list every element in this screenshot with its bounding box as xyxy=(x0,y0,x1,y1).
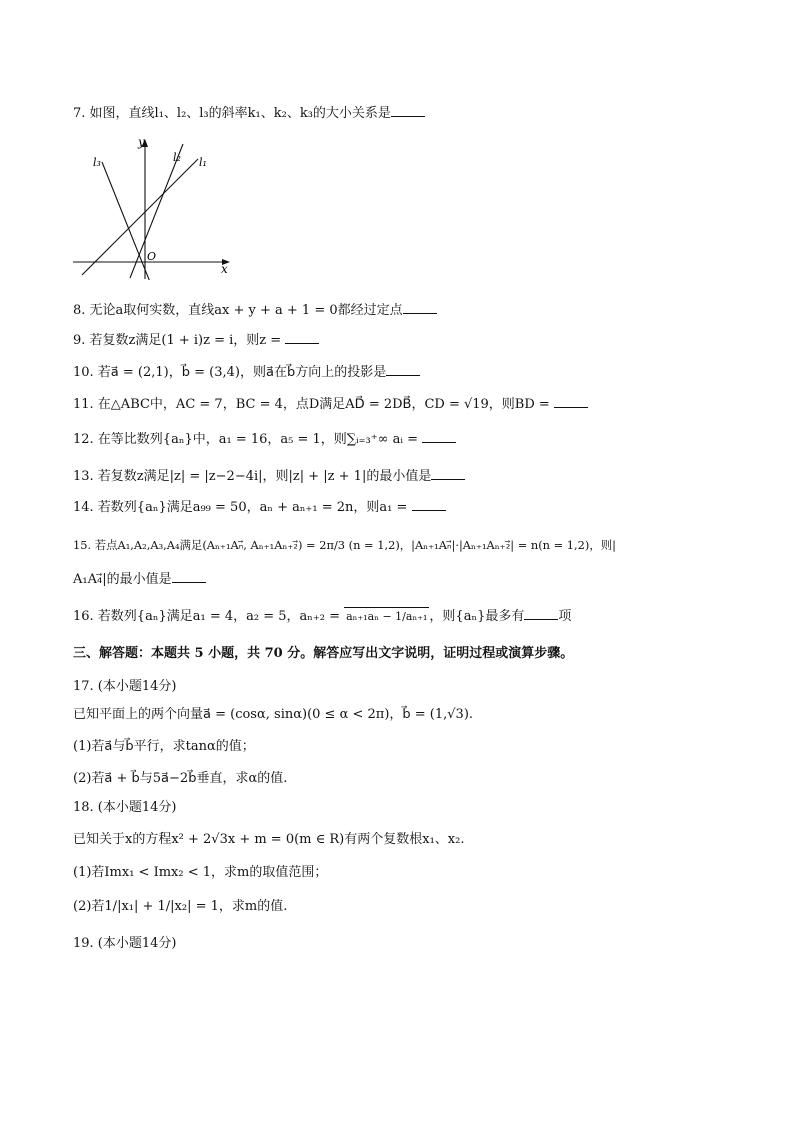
l1-label: l₁ xyxy=(199,156,207,169)
answer-blank xyxy=(403,301,437,314)
l3-label: l₃ xyxy=(93,156,101,169)
question-11: 11. 在△ABC中，AC = 7，BC = 4，点D满足AD⃗ = 2DB⃗，CD = √19，则BD = xyxy=(73,395,588,414)
lines-figure xyxy=(70,132,240,280)
question-10: 10. 若a⃗ = (2,1)，b⃗ = (3,4)，则a⃗在b⃗方向上的投影是 xyxy=(73,363,420,382)
question-18-stem: 已知关于x的方程x² + 2√3x + m = 0(m ∈ R)有两个复数根x₁、x₂. xyxy=(73,832,465,847)
answer-blank xyxy=(285,331,319,344)
question-17-part-2: (2)若a⃗ + b⃗与5a⃗−2b⃗垂直，求α的值. xyxy=(73,771,288,786)
question-13: 13. 若复数z满足|z| = |z−2−4i|，则|z| + |z + 1|的最小值是 xyxy=(73,467,465,486)
question-15-line2: A₁A₄⃗|的最小值是 xyxy=(73,570,206,589)
question-16: 16. 若数列{aₙ}满足a₁ = 4，a₂ = 5，aₙ₊₂ = aₙ₊₁aₙ − 1/aₙ₊₁ ，则{aₙ}最多有 项 xyxy=(73,609,572,624)
answer-blank xyxy=(422,430,456,443)
origin-label: O xyxy=(147,250,157,263)
question-14: 14. 若数列{aₙ}满足a₉₉ = 50，aₙ + aₙ₊₁ = 2n，则a₁ = xyxy=(73,498,446,517)
question-9: 9. 若复数z满足(1 + i)z = i，则z = xyxy=(73,331,319,350)
y-axis-label: y xyxy=(138,135,145,149)
question-18-part-2: (2)若1/|x₁| + 1/|x₂| = 1，求m的值. xyxy=(73,899,288,914)
x-axis-label: x xyxy=(221,262,228,276)
question-17-part-1: (1)若a⃗与b⃗平行，求tanα的值； xyxy=(73,739,255,754)
answer-blank xyxy=(431,467,465,480)
section-3-heading: 三、解答题：本题共 5 小题，共 70 分。解答应写出文字说明，证明过程或演算步骤。 xyxy=(73,646,574,661)
answer-blank xyxy=(172,570,206,583)
question-18-part-1: (1)若Imx₁ < Imx₂ < 1，求m的取值范围； xyxy=(73,865,328,880)
question-15-line1: 15. 若点A₁,A₂,A₃,A₄满足(Aₙ₊₁Aₙ⃗, Aₙ₊₁Aₙ₊₂⃗) = 2π/3 (n = 1,2)，|Aₙ₊₁Aₙ⃗|·|Aₙ₊₁Aₙ₊₂⃗| = n(n = 1,2)，则| xyxy=(73,538,616,552)
answer-blank xyxy=(554,395,588,408)
question-7: 7. 如图，直线l₁、l₂、l₃的斜率k₁、k₂、k₃的大小关系是 xyxy=(73,104,425,123)
answer-blank xyxy=(524,607,558,620)
question-19-heading: 19. (本小题14分) xyxy=(73,936,177,951)
radical-expression: aₙ₊₁aₙ − 1/aₙ₊₁ xyxy=(344,607,429,626)
question-18-heading: 18. (本小题14分) xyxy=(73,800,177,815)
question-8: 8. 无论a取何实数，直线ax + y + a + 1 = 0都经过定点 xyxy=(73,301,437,320)
answer-blank xyxy=(391,104,425,117)
question-12: 12. 在等比数列{aₙ}中，a₁ = 16，a₅ = 1，则∑ᵢ₌₃⁺∞ aᵢ = xyxy=(73,430,456,449)
answer-blank xyxy=(412,498,446,511)
l2-label: l₂ xyxy=(173,151,181,164)
question-17-stem: 已知平面上的两个向量a⃗ = (cosα, sinα)(0 ≤ α < 2π)，b⃗ = (1,√3). xyxy=(73,707,474,722)
question-17-heading: 17. (本小题14分) xyxy=(73,679,177,694)
answer-blank xyxy=(386,363,420,376)
